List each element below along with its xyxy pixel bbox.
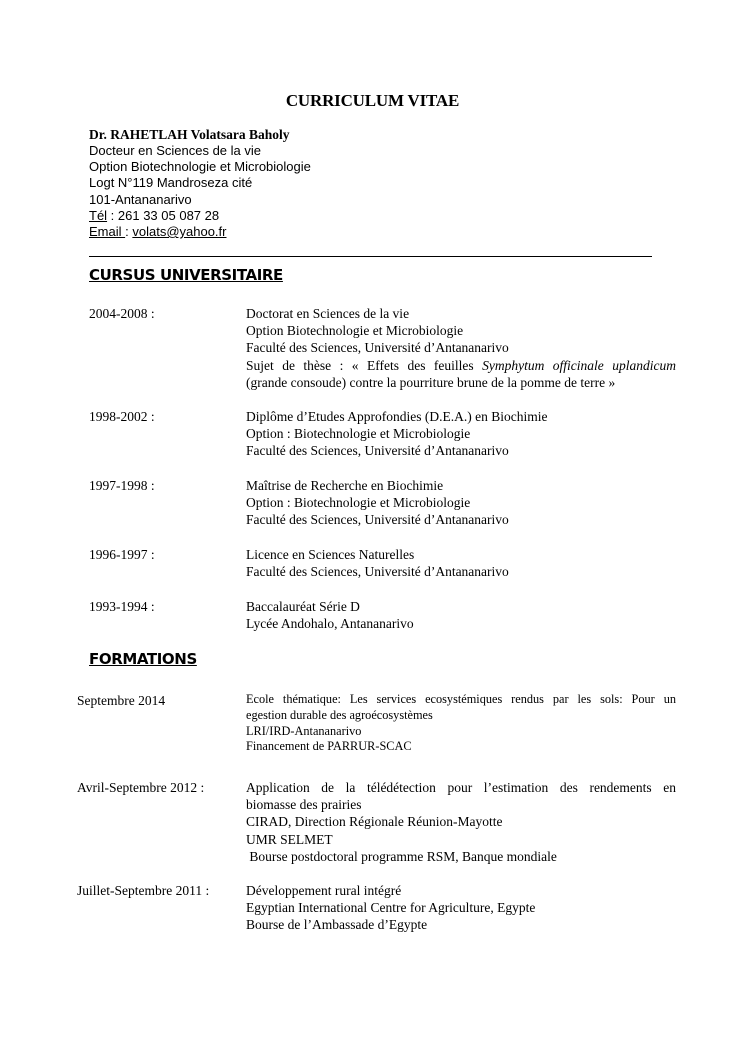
email-link[interactable]: volats@yahoo.fr (132, 224, 227, 240)
document-title: CURRICULUM VITAE (285, 91, 460, 110)
phone-line (89, 208, 311, 224)
email-separator: : (125, 224, 133, 240)
entry-line: Application de la télédétection pour l’estimation des rendements en (246, 780, 676, 795)
thesis-species: Symphytum officinale uplandicum (482, 357, 676, 373)
entry-details (246, 546, 509, 580)
phone-value: : 261 33 05 087 28 (107, 207, 220, 223)
entry-line: biomasse des prairies (246, 797, 362, 813)
entry-line: Diplôme d’Etudes Approfondies (D.E.A.) en Biochimie (246, 409, 548, 424)
entry-date: Juillet-Septembre 2011 : (77, 883, 210, 898)
entry-line: Licence en Sciences Naturelles (246, 547, 415, 562)
person-name: Dr. RAHETLAH Volatsara Baholy (89, 127, 290, 142)
entry-line: Option Biotechnologie et Microbiologie (246, 323, 464, 339)
address-line-1: Logt N°119 Mandroseza cité (89, 175, 253, 191)
thesis-line (246, 357, 676, 374)
entry-line: LRI/IRD-Antananarivo (246, 723, 362, 738)
entry-line: Egyptian International Centre for Agriculture, Egypte (246, 900, 536, 916)
entry-details (246, 477, 509, 529)
entry-details (246, 779, 676, 865)
entry-line: Ecole thématique: Les services ecosystémiques rendus par les sols: Pour un (246, 692, 676, 706)
entry-details (246, 882, 676, 934)
address-line-2: 101-Antananarivo (89, 191, 192, 207)
entry-line: (grande consoude) contre la pourriture brune de la pomme de terre » (246, 374, 616, 390)
entry-line: Baccalauréat Série D (246, 599, 360, 614)
thesis-prefix: Sujet de thèse : « Effets des feuilles (246, 357, 483, 373)
entry-line: egestion durable des agroécosystèmes (246, 707, 433, 722)
entry-line: Développement rural intégré (246, 883, 402, 898)
formations-heading: FORMATIONS (89, 650, 197, 668)
email-line (89, 224, 311, 240)
entry-line: Faculté des Sciences, Université d’Antananarivo (246, 512, 509, 528)
entry-line: Faculté des Sciences, Université d’Antananarivo (246, 564, 509, 580)
entry-line: Option : Biotechnologie et Microbiologie (246, 495, 471, 511)
entry-details (246, 598, 414, 632)
entry-line: Financement de PARRUR-SCAC (246, 739, 412, 754)
entry-line: CIRAD, Direction Régionale Réunion-Mayotte (246, 814, 503, 830)
entry-line: Bourse de l’Ambassade d’Egypte (246, 917, 428, 933)
entry-details (246, 408, 547, 460)
entry-line: Option : Biotechnologie et Microbiologie (246, 426, 471, 442)
entry-line: Bourse postdoctoral programme RSM, Banque mondiale (246, 848, 557, 864)
entry-line: Faculté des Sciences, Université d’Antananarivo (246, 340, 509, 356)
header-divider (89, 256, 652, 257)
degree-line: Docteur en Sciences de la vie (89, 143, 261, 158)
entry-date: 2004-2008 : (89, 306, 155, 321)
option-line: Option Biotechnologie et Microbiologie (89, 159, 311, 175)
entry-details (246, 692, 676, 755)
entry-date: Avril-Septembre 2012 : (77, 780, 205, 795)
cursus-heading: CURSUS UNIVERSITAIRE (89, 266, 283, 284)
email-label: Email (89, 224, 126, 240)
entry-date: 1998-2002 : (89, 409, 155, 424)
entry-date: 1993-1994 : (89, 599, 155, 614)
entry-line: Doctorat en Sciences de la vie (246, 306, 410, 321)
entry-date: 1996-1997 : (89, 547, 155, 562)
entry-date: Septembre 2014 (77, 693, 166, 708)
entry-line: UMR SELMET (246, 831, 333, 847)
contact-header (89, 127, 311, 240)
entry-line: Maîtrise de Recherche en Biochimie (246, 478, 444, 493)
entry-line: Lycée Andohalo, Antananarivo (246, 616, 414, 632)
entry-details (246, 305, 676, 391)
entry-line: Faculté des Sciences, Université d’Antananarivo (246, 443, 509, 459)
entry-date: 1997-1998 : (89, 478, 155, 493)
phone-label: Tél (89, 207, 108, 223)
